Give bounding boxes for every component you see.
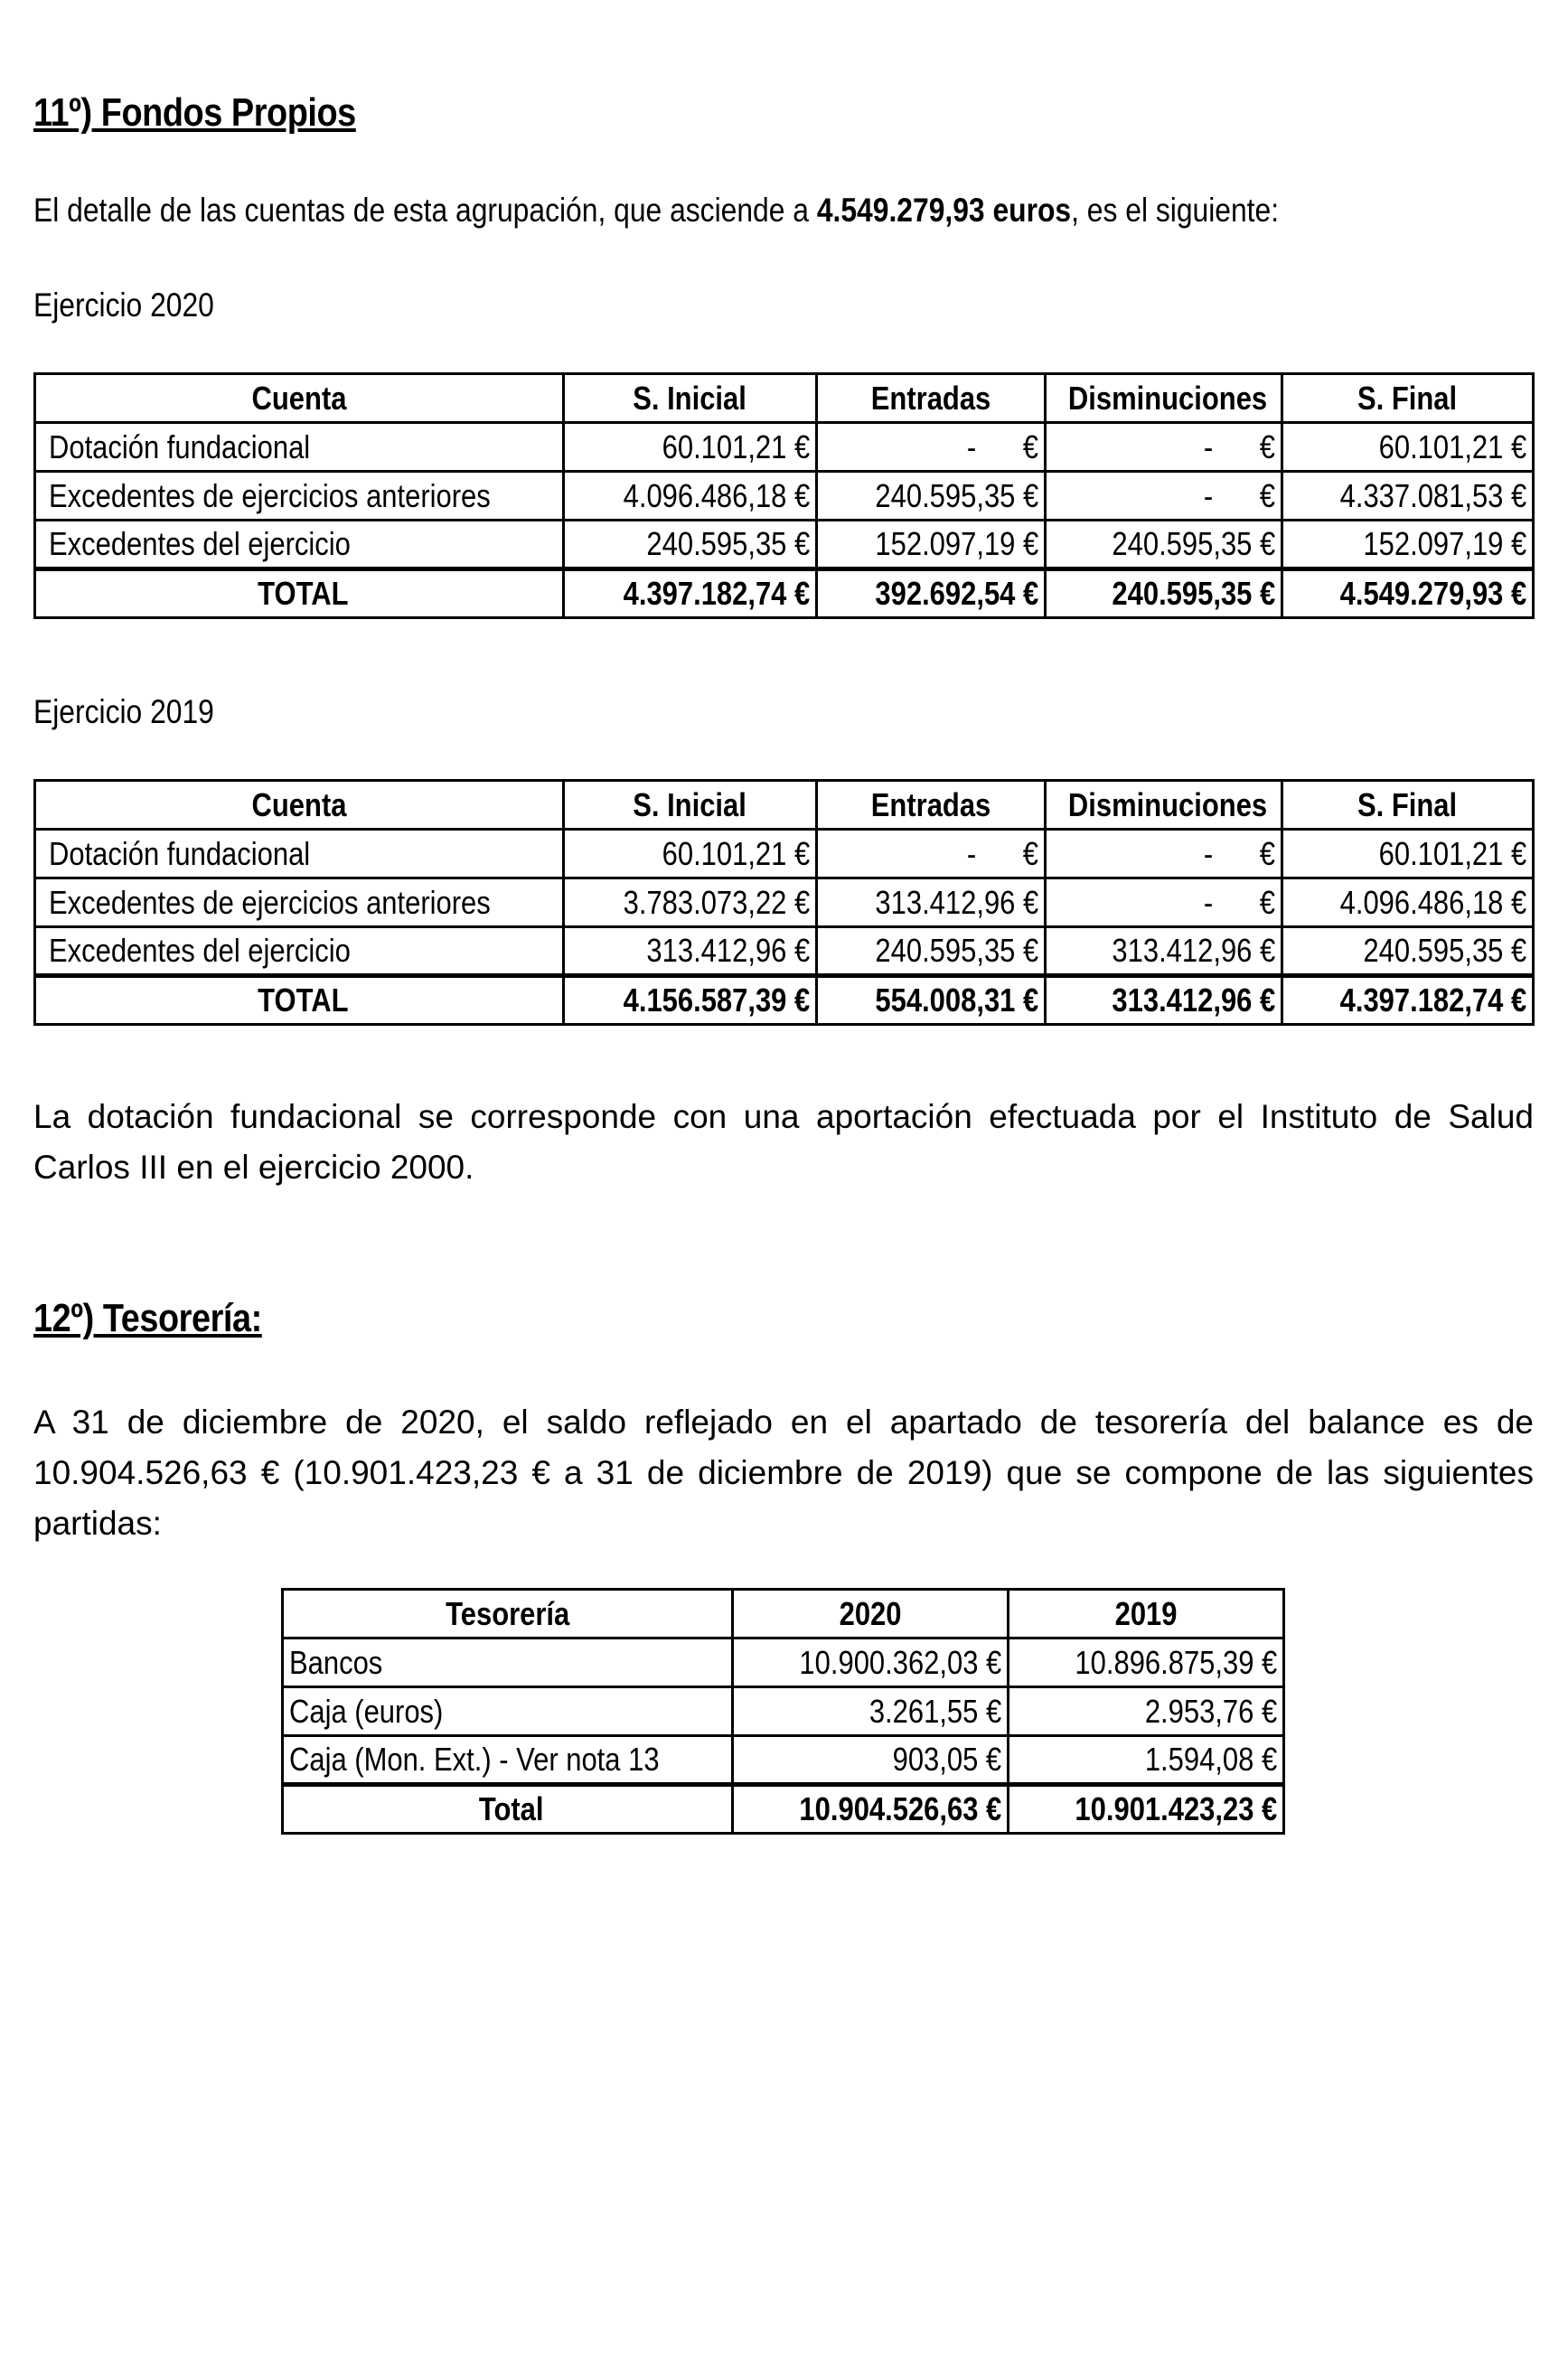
table-cell: 903,05 € (733, 1736, 1009, 1785)
table-cell: 4.397.182,74 € (1282, 976, 1534, 1025)
table-cell: 240.595,35 € (1046, 521, 1282, 569)
col-header: Cuenta (35, 374, 564, 423)
intro-amount: 4.549.279,93 euros (816, 192, 1072, 229)
table-cell: Excedentes del ejercicio (35, 521, 564, 569)
col-header: S. Inicial (564, 374, 817, 423)
table-cell: 4.549.279,93 € (1282, 569, 1534, 618)
col-header: S. Final (1282, 374, 1534, 423)
section-11-intro (33, 185, 1279, 236)
table-cell: 1.594,08 € (1009, 1736, 1284, 1785)
table-row (283, 1687, 1284, 1736)
table-row (35, 521, 1534, 569)
table-cell: 60.101,21 € (564, 830, 817, 878)
table-row (35, 472, 1534, 521)
table-cell: 60.101,21 € (1282, 830, 1534, 878)
table-cell: 152.097,19 € (817, 521, 1046, 569)
table-row (35, 927, 1534, 976)
col-header: S. Inicial (564, 781, 817, 830)
table-cell: - € (1046, 423, 1282, 472)
table-cell: TOTAL (35, 976, 564, 1025)
table-cell: 4.397.182,74 € (564, 569, 817, 618)
table-cell: 240.595,35 € (564, 521, 817, 569)
table-cell: Bancos (283, 1639, 733, 1687)
year-2020-label: Ejercicio 2020 (33, 286, 214, 324)
table-cell: Dotación fundacional (35, 423, 564, 472)
table-cell: 3.261,55 € (733, 1687, 1009, 1736)
table-cell: - € (817, 830, 1046, 878)
table-row (283, 1639, 1284, 1687)
table-cell: Total (283, 1785, 733, 1834)
table-cell: 240.595,35 € (817, 472, 1046, 521)
table-cell: Excedentes de ejercicios anteriores (35, 472, 564, 521)
table-cell: TOTAL (35, 569, 564, 618)
table-cell: Dotación fundacional (35, 830, 564, 878)
col-header: Cuenta (35, 781, 564, 830)
table-cell: 60.101,21 € (564, 423, 817, 472)
table-row (283, 1736, 1284, 1785)
table-total-row (35, 976, 1534, 1025)
table-cell: - € (1046, 830, 1282, 878)
table-cell: 4.156.587,39 € (564, 976, 817, 1025)
table-cell: 313.412,96 € (564, 927, 817, 976)
table-cell: 240.595,35 € (817, 927, 1046, 976)
table-cell: 240.595,35 € (1282, 927, 1534, 976)
table-row (35, 830, 1534, 878)
table-cell: - € (817, 423, 1046, 472)
table-header-row (35, 781, 1534, 830)
table-cell: 10.896.875,39 € (1009, 1639, 1284, 1687)
col-header: Tesorería (283, 1590, 733, 1639)
table-cell: 240.595,35 € (1046, 569, 1282, 618)
table-cell: 3.783.073,22 € (564, 878, 817, 927)
table-header-row (35, 374, 1534, 423)
table-cell: 4.337.081,53 € (1282, 472, 1534, 521)
table-cell: 313.412,96 € (1046, 976, 1282, 1025)
col-header: Disminuciones (1046, 374, 1282, 423)
year-2019-label: Ejercicio 2019 (33, 693, 214, 730)
section-11-title: 11º) Fondos Propios (33, 90, 356, 135)
section-12-title: 12º) Tesorería: (33, 1296, 262, 1340)
table-total-row (35, 569, 1534, 618)
col-header: 2020 (733, 1590, 1009, 1639)
col-header: Entradas (817, 781, 1046, 830)
table-cell: Caja (Mon. Ext.) - Ver nota 13 (283, 1736, 733, 1785)
tesoreria-paragraph: A 31 de diciembre de 2020, el saldo reflejado en el apartado de tesorería del balance es de 10.904.526,63 € (10.901.423,23 € a 31 de diciembre de 2019) que se compone de las siguientes partidas: (33, 1404, 1534, 1542)
col-header: S. Final (1282, 781, 1534, 830)
table-cell: 554.008,31 € (817, 976, 1046, 1025)
table-cell: 60.101,21 € (1282, 423, 1534, 472)
table-cell: 313.412,96 € (1046, 927, 1282, 976)
table-row (35, 878, 1534, 927)
table-fondos-2020 (33, 372, 1535, 619)
table-cell: 2.953,76 € (1009, 1687, 1284, 1736)
table-cell: 10.900.362,03 € (733, 1639, 1009, 1687)
intro-text: El detalle de las cuentas de esta agrupación, que asciende a (33, 192, 817, 229)
col-header: 2019 (1009, 1590, 1284, 1639)
table-cell: 10.901.423,23 € (1009, 1785, 1284, 1834)
col-header: Entradas (817, 374, 1046, 423)
table-cell: 10.904.526,63 € (733, 1785, 1009, 1834)
table-cell: Excedentes de ejercicios anteriores (35, 878, 564, 927)
table-cell: Excedentes del ejercicio (35, 927, 564, 976)
table-fondos-2019 (33, 779, 1535, 1026)
table-cell: 392.692,54 € (817, 569, 1046, 618)
note-paragraph: La dotación fundacional se corresponde con una aportación efectuada por el Instituto de Salud Carlos III en el ejercicio 2000. (33, 1098, 1534, 1186)
table-cell: 313.412,96 € (817, 878, 1046, 927)
table-cell: Caja (euros) (283, 1687, 733, 1736)
table-cell: 4.096.486,18 € (1282, 878, 1534, 927)
col-header: Disminuciones (1046, 781, 1282, 830)
table-tesoreria (281, 1588, 1285, 1835)
table-cell: - € (1046, 472, 1282, 521)
table-header-row (283, 1590, 1284, 1639)
table-cell: 152.097,19 € (1282, 521, 1534, 569)
table-cell: - € (1046, 878, 1282, 927)
table-total-row (283, 1785, 1284, 1834)
table-row (35, 423, 1534, 472)
table-cell: 4.096.486,18 € (564, 472, 817, 521)
intro-text-end: , es el siguiente: (1071, 192, 1280, 229)
